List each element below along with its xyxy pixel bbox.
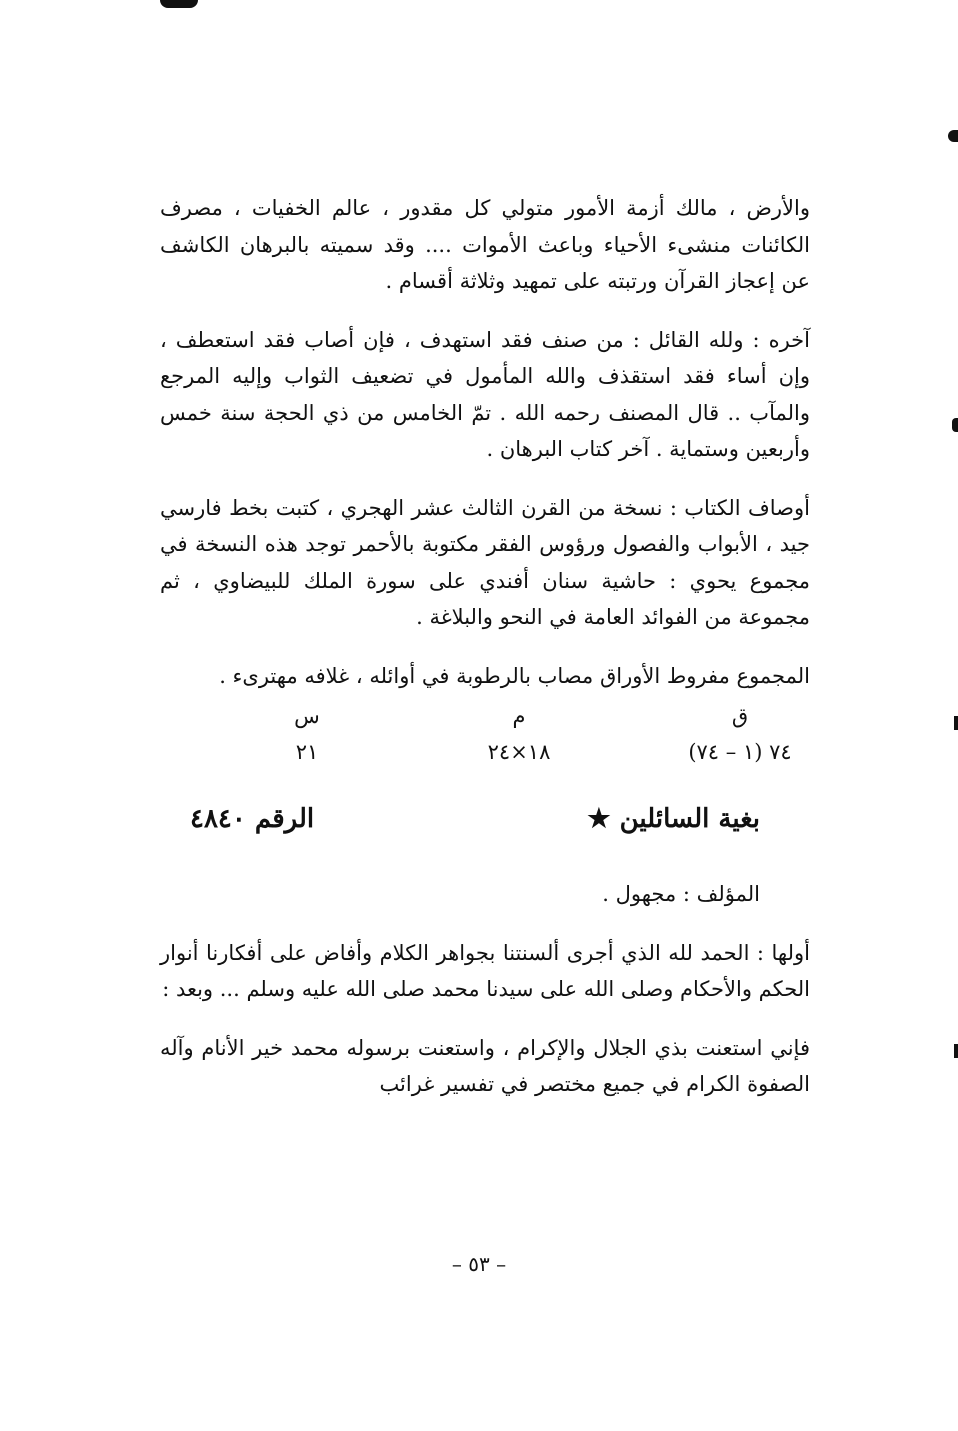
entry-number: الرقم ٤٨٤٠ [190, 804, 315, 834]
spec-leaves-label: ق [731, 704, 749, 728]
spec-lines-value: ٢١ [295, 740, 319, 764]
paragraph-description: أوصاف الكتاب : نسخة من القرن الثالث عشر الهجري ، كتبت بخط فارسي جيد ، الأبواب والفصول ورؤوس الفقر مكتوبة بالأحمر توجد هذه النسخة في مجموع يحوي : حاشية سنان أفندي على سورة الملك للبيضاوي ، ثم مجموعة من الفوائد العامة في النحو والبلاغة . [160, 495, 810, 629]
entry-title: بغية السائلين ★ [587, 804, 760, 834]
spec-lines-label: س [294, 704, 320, 728]
document-page [160, 190, 810, 1125]
scan-mark-right-2 [952, 418, 958, 432]
scan-mark-right-3 [954, 716, 958, 730]
scan-mark-top [160, 0, 198, 8]
paragraph-intro: والأرض ، مالك أزمة الأمور متولي كل مقدور ، عالم الخفيات ، مصرف الكائنات منشىء الأحياء وباعث الأموات .... وقد سميته بالبرهان الكاشف عن إعجاز القرآن ورتبته على تمهيد وثلاثة أقسام . [160, 196, 810, 293]
specs-row [160, 704, 810, 776]
paragraph-opening: أولها : الحمد لله الذي أجرى ألسنتنا بجواهر الكلام وأفاض على أفكارنا أنوار الحكم والأحكام وصلى الله على سيدنا محمد صلى الله عليه وسلم ... وبعد : [160, 940, 810, 1001]
paragraph-ending: آخره : ولله القائل : من صنف فقد استهدف ، فإن أصاب فقد استعطف ، وإن أساء فقد استقذف والله المأمول في تضعيف الثواب وإليه المرجع والمآب .. قال المصنف رحمه الله . تمّ الخامس من ذي الحجة سنة خمس وأربعين وستماية . آخر كتاب البرهان . [160, 327, 810, 461]
entry-heading [160, 804, 810, 854]
page-number: – ٥٣ – [451, 1252, 507, 1276]
spec-lines [222, 704, 392, 764]
scan-mark-right-1 [948, 130, 958, 142]
scan-mark-right-4 [954, 1044, 958, 1058]
spec-leaves-value: ٧٤ (١ – ٧٤) [688, 740, 792, 764]
spec-leaves [655, 704, 825, 764]
spec-dimensions-value: ١٨×٢٤ [487, 740, 551, 764]
spec-dimensions [434, 704, 604, 764]
spec-dimensions-label: م [512, 704, 526, 728]
paragraph-condition: المجموع مفروط الأوراق مصاب بالرطوبة في أوائله ، غلافه مهترىء . [219, 663, 810, 688]
paragraph-continuation: فإني استعنت بذي الجلال والإكرام ، واستعنت برسوله محمد خير الأنام وآله الصفوة الكرام في جميع مختصر في تفسير غرائب [160, 1035, 810, 1096]
paragraph-author: المؤلف : مجهول . [602, 882, 760, 906]
